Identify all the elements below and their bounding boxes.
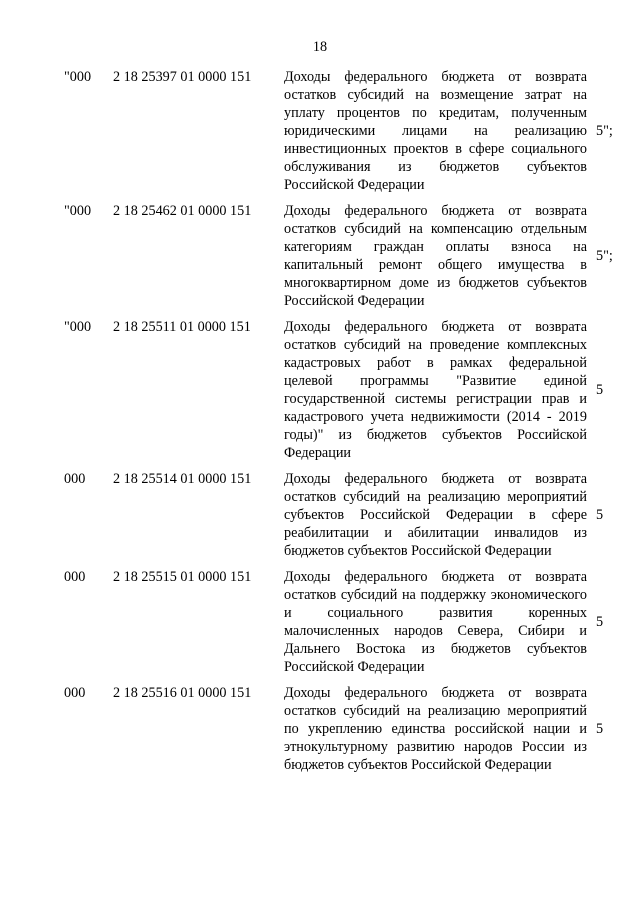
admin-code: "000 bbox=[64, 319, 92, 335]
budget-code: 2 18 25514 01 0000 151 bbox=[113, 471, 252, 487]
row-description: Доходы федерального бюджета от возврата остатков субсидий на реализацию мероприятий субъектов Российской Федерации в сфере реабилитации и абилитации инвалидов из бюджетов субъектов Российской Федерации bbox=[284, 471, 587, 559]
norm-value: 5"; bbox=[596, 123, 613, 139]
table-row bbox=[0, 318, 640, 462]
row-description: Доходы федерального бюджета от возврата остатков субсидий на компенсацию отдельным категориям граждан оплаты взноса на капитальный ремонт общего имущества в многоквартирном доме из бюджетов субъектов Российской Федерации bbox=[284, 203, 587, 309]
budget-table bbox=[0, 68, 640, 782]
norm-value: 5 bbox=[596, 382, 604, 398]
admin-code: 000 bbox=[64, 471, 86, 487]
page-number: 18 bbox=[312, 39, 328, 55]
row-description: Доходы федерального бюджета от возврата остатков субсидий на реализацию мероприятий по укреплению единства российской нации и этнокультурному развитию народов России из бюджетов субъектов Российской Федерации bbox=[284, 685, 587, 773]
norm-value: 5 bbox=[596, 614, 604, 630]
table-row bbox=[0, 684, 640, 774]
table-row bbox=[0, 68, 640, 194]
budget-code: 2 18 25397 01 0000 151 bbox=[113, 69, 252, 85]
budget-code: 2 18 25516 01 0000 151 bbox=[113, 685, 252, 701]
admin-code: 000 bbox=[64, 569, 86, 585]
admin-code: "000 bbox=[64, 203, 92, 219]
budget-code: 2 18 25515 01 0000 151 bbox=[113, 569, 252, 585]
row-description: Доходы федерального бюджета от возврата остатков субсидий на возмещение затрат на уплату процентов по кредитам, полученным юридическими лицами на реализацию инвестиционных проектов в сфере социального обслуживания из бюджетов субъектов Российской Федерации bbox=[284, 69, 587, 193]
row-description: Доходы федерального бюджета от возврата остатков субсидий на проведение комплексных кадастровых работ в рамках федеральной целевой программы "Развитие единой государственной системы регистрации прав и кадастрового учета недвижимости (2014 - 2019 годы)" из бюджетов субъектов Российской Федерации bbox=[284, 319, 587, 461]
table-row bbox=[0, 470, 640, 560]
row-description: Доходы федерального бюджета от возврата остатков субсидий на поддержку экономического и социального развития коренных малочисленных народов Севера, Сибири и Дальнего Востока из бюджетов субъектов Российской Федерации bbox=[284, 569, 587, 675]
table-row bbox=[0, 202, 640, 310]
table-row bbox=[0, 568, 640, 676]
norm-value: 5 bbox=[596, 721, 604, 737]
norm-value: 5"; bbox=[596, 248, 613, 264]
budget-code: 2 18 25511 01 0000 151 bbox=[113, 319, 251, 335]
norm-value: 5 bbox=[596, 507, 604, 523]
admin-code: 000 bbox=[64, 685, 86, 701]
budget-code: 2 18 25462 01 0000 151 bbox=[113, 203, 252, 219]
admin-code: "000 bbox=[64, 69, 92, 85]
